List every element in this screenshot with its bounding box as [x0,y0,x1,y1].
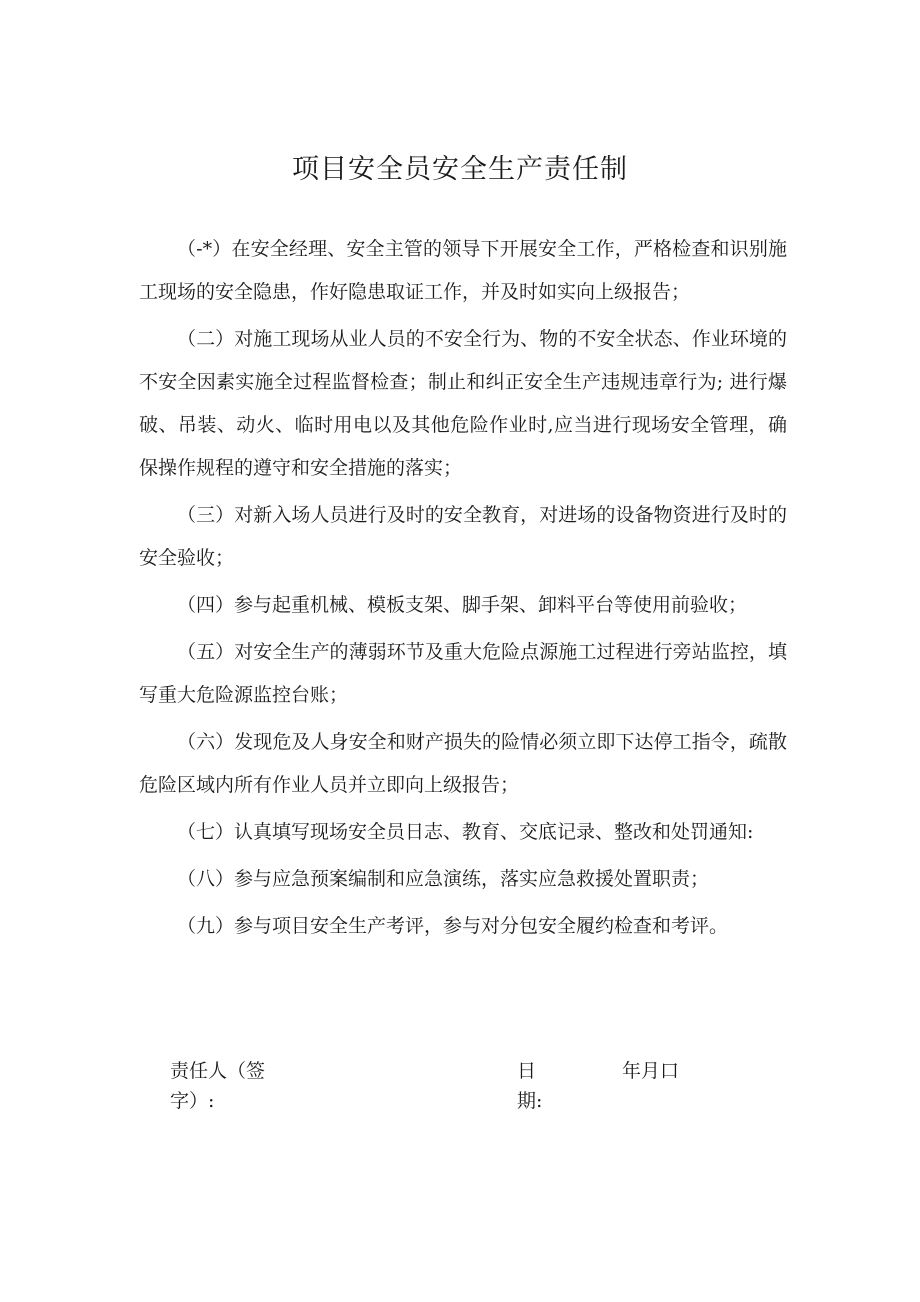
date-label: 日期: [517,1060,543,1112]
clause-paragraph-6: （六）发现危及人身安全和财产损失的险情必须立即下达停工指令，疏散危险区域内所有作业人员并立即向上级报告； [139,731,787,796]
clause-paragraph-4: （四）参与起重机械、模板支架、脚手架、卸料平台等使用前验收； [177,594,748,616]
clause-paragraph-5: （五）对安全生产的薄弱环节及重大危险点源施工过程进行旁站监控，填写重大危险源监控台账； [139,641,787,706]
document-body [139,228,787,952]
clause-paragraph-3: （三）对新入场人员进行及时的安全教育，对进场的设备物资进行及时的安全验收； [139,504,787,569]
clause-paragraph-9: （九）参与项目安全生产考评，参与对分包安全履约检查和考评。 [177,915,729,937]
clause-paragraph-2: （二）对施工现场从业人员的不安全行为、物的不安全状态、作业环境的不安全因素实施全过程监督检查；制止和纠正安全生产违规违章行为; 进行爆破、吊装、动火、临时用电以及其他危险作业时,应当进行现场安全管理，确保操作规程的遵守和安全措施的落实； [139,328,787,479]
clause-paragraph-8: （八）参与应急预案编制和应急演练，落实应急救援处置职责； [177,868,710,890]
date-value: 年月口 [622,1060,680,1082]
responsible-person-signature-label: 责任人（签字）: [170,1060,266,1112]
document-title: 项目安全员安全生产责任制 [292,154,628,185]
clause-paragraph-1: （-*）在安全经理、安全主管的领导下开展安全工作，严格检查和识别施工现场的安全隐患，作好隐患取证工作，并及时如实向上级报告； [139,238,787,303]
clause-paragraph-7: （七）认真填写现场安全员日志、教育、交底记录、整改和处罚通知: [177,821,754,843]
